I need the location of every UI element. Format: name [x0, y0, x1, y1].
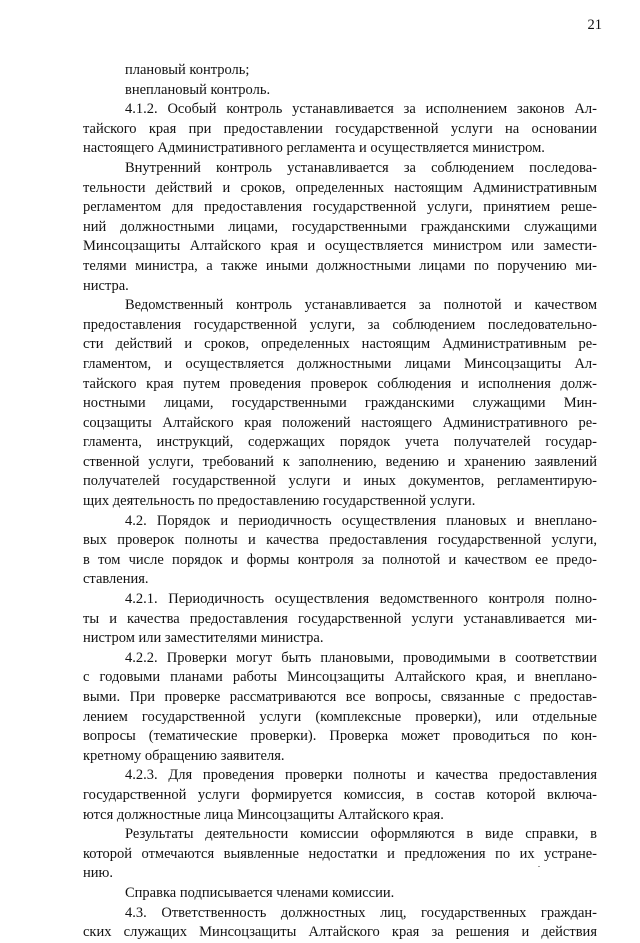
text-line: Результаты деятельности комиссии оформляются в виде справки, в [125, 826, 597, 843]
text-line: Ведомственный контроль устанавливается за полнотой и качеством [125, 297, 597, 314]
text-line: ставления. [83, 571, 149, 588]
text-line: в том числе порядок и формы контроля за полнотой и качеством ее предо- [83, 551, 597, 568]
text-line: ских служащих Минсоцзащиты Алтайского края за решения и действия [83, 924, 597, 941]
text-line: которой отмечаются выявленные недостатки и предложения по их устране- [83, 845, 597, 862]
text-line: 4.2. Порядок и периодичность осуществления плановых и внеплано- [125, 512, 597, 529]
text-line: вых проверок полноты и качества предоставления государственной услуги, [83, 532, 597, 549]
text-line: сти действий и сроков, определенных настоящим Административным ре- [83, 336, 597, 353]
text-line: тельности действий и сроков, определенных настоящим Административным [83, 179, 597, 196]
text-line: тайского края путем проведения проверок соблюдения и исполнения долж- [83, 375, 597, 392]
text-line: вопросы (тематические проверки). Проверка может проводиться по кон- [83, 728, 597, 745]
text-line: 4.2.2. Проверки могут быть плановыми, проводимыми в соответствии [125, 649, 597, 666]
page-number: 21 [587, 17, 602, 33]
document-body [83, 61, 597, 943]
text-line: нистром или заместителями министра. [83, 630, 324, 647]
text-line: предоставления государственной услуги, за соблюдением последовательно- [83, 316, 597, 333]
text-line: с годовыми планами работы Минсоцзащиты Алтайского края, и внеплано- [83, 669, 597, 686]
text-line: ются должностные лица Минсоцзащиты Алтайского края. [83, 806, 444, 823]
text-line: нистра. [83, 277, 129, 294]
text-line: 4.3. Ответственность должностных лиц, государственных граждан- [125, 904, 597, 921]
text-line: гламентом, и осуществляется должностными лицами Минсоцзащиты Ал- [83, 355, 597, 372]
text-line: нию. [83, 865, 113, 882]
text-line: Минсоцзащиты Алтайского края и осуществляется министром или замести- [83, 238, 597, 255]
text-line: телями министра, а также иными должностными лицами по поручению ми- [83, 257, 597, 274]
text-line: получателей государственной услуги и иных документов, регламентирую- [83, 473, 597, 490]
text-line: 4.2.1. Периодичность осуществления ведомственного контроля полно- [125, 591, 597, 608]
text-line: государственной услуги формируется комиссия, в состав которой включа- [83, 786, 597, 803]
text-line: ностными лицами, государственными гражданскими служащими Мин- [83, 395, 597, 412]
text-line: щих деятельность по предоставлению государственной услуги. [83, 493, 476, 510]
text-line: ты и качества предоставления государственной услуги устанавливается ми- [83, 610, 597, 627]
text-line: плановый контроль; [125, 62, 250, 78]
text-line: Внутренний контроль устанавливается за соблюдением последова- [125, 159, 597, 176]
text-line: выми. При проверке рассматриваются все вопросы, связанные с предостав- [83, 689, 597, 705]
text-line: Справка подписывается членами комиссии. [125, 884, 395, 901]
text-line: гламента, инструкций, содержащих порядок учета получателей государ- [83, 434, 597, 451]
text-line: 4.2.3. Для проведения проверки полноты и качества предоставления [125, 767, 597, 784]
text-line: внеплановый контроль. [125, 81, 271, 98]
text-line: кретному обращению заявителя. [83, 747, 285, 764]
text-line: ственной услуги, требований к заполнению, ведению и хранению заявлений [83, 453, 597, 470]
scan-speck [538, 866, 540, 867]
text-line: настоящего Административного регламента и осуществляется министром. [83, 140, 545, 157]
text-line: лением государственной услуги (комплексные проверки), или отдельные [83, 708, 597, 725]
text-line: 4.1.2. Особый контроль устанавливается за исполнением законов Ал- [125, 101, 597, 118]
text-line: соцзащиты Алтайского края положений настоящего Административного ре- [83, 414, 597, 431]
text-line: тайского края при предоставлении государственной услуги на основании [83, 120, 597, 137]
text-line: ний должностными лицами, государственными гражданскими служащими [83, 218, 597, 235]
text-line: регламентом для предоставления государственной услуги, принятием реше- [83, 199, 597, 216]
